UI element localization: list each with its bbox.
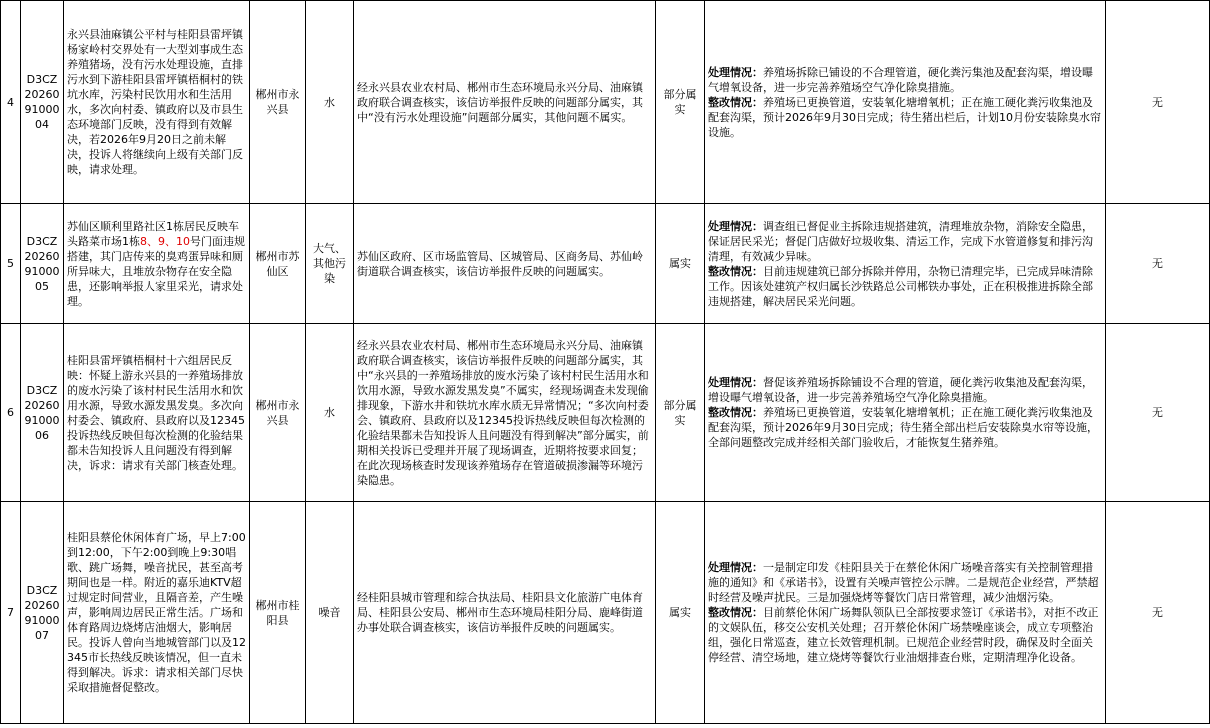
complaint-text-b: 号门面违规搭建，其门店传来的臭鸡蛋异味和厕所异味大，且堆放杂物存在安全隐患，还影响举报人家里采光，请求处理。 bbox=[67, 234, 245, 308]
handling-status bbox=[705, 204, 1106, 324]
region: 郴州市永兴县 bbox=[250, 324, 306, 502]
fix-text: 目前违规建筑已部分拆除并停用，杂物已清理完毕，已完成异味清除工作。因该处建筑产权归属长沙铁路总公司郴铁办事处，正在积极推进拆除全部违规搭建，解决居民采光问题。 bbox=[708, 264, 1093, 308]
case-code: D3CZ202609100007 bbox=[21, 502, 64, 724]
handle-text: 调查组已督促业主拆除违规搭建筑，清理堆放杂物，消除安全隐患，保证居民采光；督促门店做好垃圾收集、清运工作，完成下水管道修复和排污沟清理，有效减少异味。 bbox=[708, 219, 1093, 263]
table-row bbox=[1, 324, 1210, 502]
handle-text: 养殖场拆除已铺设的不合理管道，硬化粪污集池及配套沟渠，增设曝气增氧设备，进一步完善养殖场空气净化除臭措施。 bbox=[708, 65, 1093, 94]
handle-label: 处理情况： bbox=[708, 561, 763, 574]
remark: 无 bbox=[1106, 204, 1210, 324]
case-code: D3CZ202609100004 bbox=[21, 1, 64, 204]
verdict: 属实 bbox=[656, 204, 705, 324]
fix-label: 整改情况： bbox=[708, 264, 763, 278]
handling-status bbox=[705, 1, 1106, 204]
remark: 无 bbox=[1106, 1, 1210, 204]
complaint-text-highlight: 8、9、10 bbox=[140, 234, 190, 248]
region: 郴州市永兴县 bbox=[250, 1, 306, 204]
table-row bbox=[1, 1, 1210, 204]
investigation-result: 经永兴县农业农村局、郴州市生态环境局永兴分局、油麻镇政府联合调查核实，该信访举报件反映的问题部分属实，其中“没有污水处理设施”问题部分属实，其他问题不属实。 bbox=[354, 1, 656, 204]
row-number: 7 bbox=[1, 502, 21, 724]
case-code: D3CZ202609100006 bbox=[21, 324, 64, 502]
remark: 无 bbox=[1106, 502, 1210, 724]
verdict: 属实 bbox=[656, 502, 705, 724]
handle-text: 督促该养殖场拆除铺设不合理的管道，硬化粪污收集池及配套沟渠，增设曝气增氧设备，进一步完善养殖场空气净化除臭措施。 bbox=[708, 376, 1093, 404]
table-row bbox=[1, 204, 1210, 324]
complaint-content: 桂阳县蔡伦休闲体育广场，早上7:00到12:00，下午2:00到晚上9:30唱歌、跳广场舞，噪音扰民，甚至高考期间也是一样。附近的嘉乐迪KTV超过规定时间营业，且隔音差，产生噪声，影响周边居民正常生活。广场和体育路周边烧烤店油烟大，影响居民。投诉人曾向当地城管部门以及12345市长热线反映该情况，但一直未得到解决。诉求：请求相关部门尽快采取措施督促整改。 bbox=[64, 502, 250, 724]
handle-label: 处理情况： bbox=[708, 219, 763, 233]
complaint-content: 桂阳县雷坪镇梧桐村十六组居民反映：怀疑上游永兴县的一养殖场排放的废水污染了该村村民生活用水和饮用水源，导致水源发黑发臭。多次向村委会、镇政府、县政府以及12345投诉热线反映但每次检测的化验结果都未告知投诉人且问题没有得到解决，诉求：请求有关部门核查处理。 bbox=[64, 324, 250, 502]
pollution-type: 噪音 bbox=[306, 502, 354, 724]
fix-label: 整改情况： bbox=[708, 95, 763, 109]
investigation-result: 经永兴县农业农村局、郴州市生态环境局永兴分局、油麻镇政府联合调查核实，该信访举报件反映的问题部分属实，其中“永兴县的一养殖场排放的废水污染了该村村民生活用水和饮用水源，导致水源发黑发臭”不属实，经现场调查未发现偷排现象，下游水井和铁坑水库水质无异常情况；“多次向村委会、镇政府、县政府以及12345投诉热线反映但每次检测的化验结果都未告知投诉人且问题没有得到解决”部分属实，前期相关投诉已受理并开展了现场调查，近期将按要求回复；在此次现场核查时发现该养殖场存在管道破损渗漏等环境污染隐患。 bbox=[354, 324, 656, 502]
investigation-result: 经桂阳县城市管理和综合执法局、桂阳县文化旅游广电体育局、桂阳县公安局、郴州市生态环境局桂阳分局、鹿峰街道办事处联合调查核实，该信访举报件反映的问题属实。 bbox=[354, 502, 656, 724]
verdict: 部分属实 bbox=[656, 324, 705, 502]
table-row bbox=[1, 502, 1210, 724]
handling-status bbox=[705, 324, 1106, 502]
row-number: 6 bbox=[1, 324, 21, 502]
fix-text: 养殖场已更换管道，安装氧化塘增氧机；正在施工硬化粪污收集池及配套沟渠，预计2026年9月30日完成；待生猪全部出栏后安装除臭水帘等设施，全部问题整改完成并经相关部门验收后，才能恢复生猪养殖。 bbox=[708, 406, 1098, 449]
remark: 无 bbox=[1106, 324, 1210, 502]
handle-label: 处理情况： bbox=[708, 65, 763, 79]
handle-label: 处理情况： bbox=[708, 376, 763, 389]
complaint-text-a: 苏仙区顺利里路社区1栋居民反映车头路菜市场1栋 bbox=[67, 219, 239, 248]
row-number: 5 bbox=[1, 204, 21, 324]
row-number: 4 bbox=[1, 1, 21, 204]
fix-text: 养殖场已更换管道，安装氧化塘增氧机；正在施工硬化粪污收集池及配套沟渠，预计2026年9月30日完成；待生猪出栏后，计划10月份安装除臭水帘设施。 bbox=[708, 95, 1101, 139]
complaint-content: 永兴县油麻镇公平村与桂阳县雷坪镇杨家岭村交界处有一大型刘事成生态养殖猪场，没有污水处理设施，直排污水到下游桂阳县雷坪镇梧桐村的铁坑水库，污染村民饮用水和生活用水，多次向村委、镇政府以及市县生态环境部门反映，没有得到有效解决，若2026年9月20日之前未解决，投诉人将继续向上级有关部门反映，请求处理。 bbox=[64, 1, 250, 204]
case-code: D3CZ202609100005 bbox=[21, 204, 64, 324]
investigation-result: 苏仙区政府、区市场监管局、区城管局、区商务局、苏仙岭街道联合调查核实，该信访举报件反映的问题属实。 bbox=[354, 204, 656, 324]
region: 郴州市苏仙区 bbox=[250, 204, 306, 324]
handling-status bbox=[705, 502, 1106, 724]
complaint-content bbox=[64, 204, 250, 324]
region: 郴州市桂阳县 bbox=[250, 502, 306, 724]
fix-label: 整改情况： bbox=[708, 406, 763, 419]
fix-label: 整改情况： bbox=[708, 606, 763, 619]
verdict: 部分属实 bbox=[656, 1, 705, 204]
pollution-type: 水 bbox=[306, 1, 354, 204]
handle-text: 一是制定印发《桂阳县关于在蔡伦休闲广场噪音落实有关控制管理措施的通知》和《承诺书》，设置有关噪声管控公示牌。二是规范企业经营，严禁超时经营及噪声扰民。三是加强烧烤等餐饮门店日常管理，减少油烟污染。 bbox=[708, 561, 1099, 604]
pollution-type: 水 bbox=[306, 324, 354, 502]
pollution-type: 大气、其他污染 bbox=[306, 204, 354, 324]
fix-text: 目前蔡伦休闲广场舞队领队已全部按要求签订《承诺书》，对拒不改正的文娱队伍，移交公安机关处理；召开蔡伦休闲广场禁噪座谈会，成立专项整治组，强化日常巡查，建立长效管理机制。已规范企业经营时段，确保及时全面关停经营、清空场地，建立烧烤等餐饮行业油烟排查台账，定期清理净化设备。 bbox=[708, 606, 1099, 664]
